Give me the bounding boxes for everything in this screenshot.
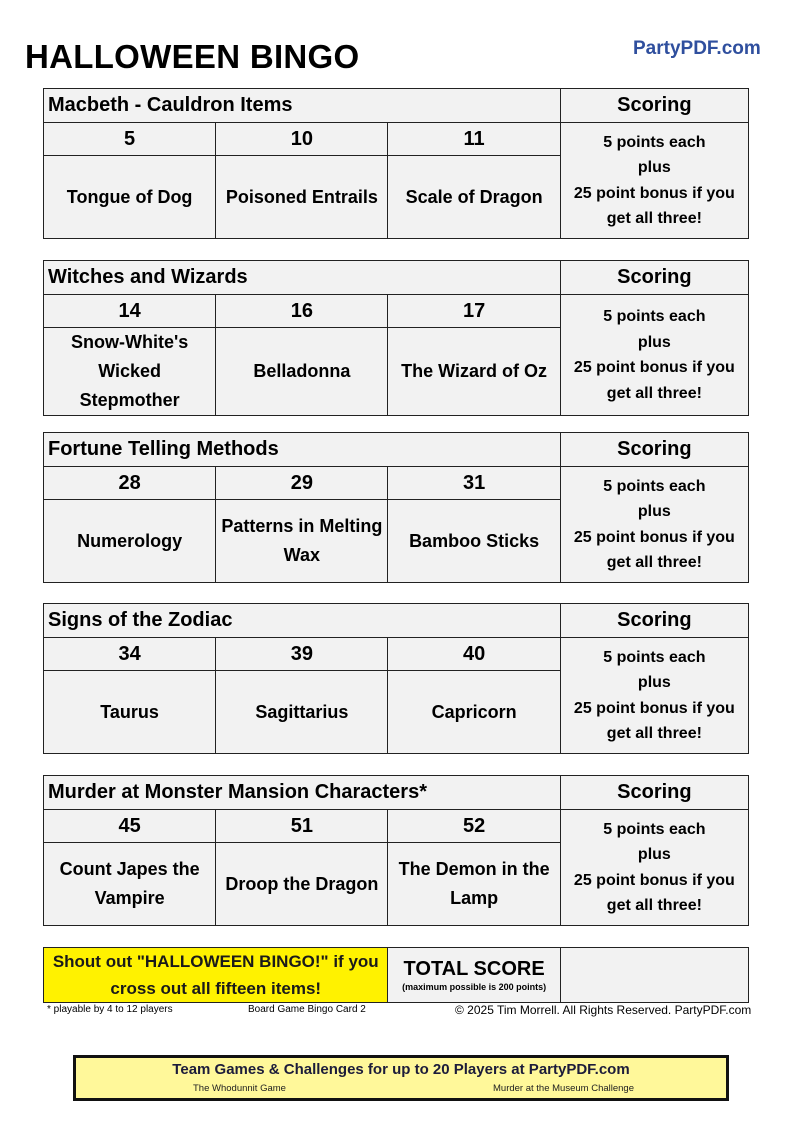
scoring-line: 5 points each [603, 477, 706, 495]
scoring-header: Scoring [560, 89, 748, 123]
bingo-section [43, 260, 749, 416]
promo-banner[interactable] [73, 1055, 729, 1101]
bingo-item-cell[interactable]: Numerology [44, 500, 216, 583]
item-number: 29 [216, 467, 388, 500]
card-name: Board Game Bingo Card 2 [248, 1004, 366, 1015]
bingo-section [43, 432, 749, 583]
total-score-field[interactable] [560, 948, 748, 1003]
item-number: 11 [388, 123, 560, 156]
scoring-line: 25 point bonus if you [573, 184, 735, 202]
promo-link-museum[interactable]: Murder at the Museum Challenge [493, 1083, 634, 1094]
item-number: 17 [388, 295, 560, 328]
item-number: 31 [388, 467, 560, 500]
scoring-line: get all three! [606, 897, 702, 914]
scoring-rules [560, 123, 748, 239]
bingo-item-cell[interactable]: Droop the Dragon [216, 843, 388, 926]
copyright: © 2025 Tim Morrell. All Rights Reserved. PartyPDF.com [455, 1003, 752, 1017]
scoring-line: plus [637, 159, 671, 176]
shout-line: Shout out "HALLOWEEN BINGO!" if you [52, 952, 379, 971]
category-title: Fortune Telling Methods [44, 433, 561, 467]
scoring-header: Scoring [560, 604, 748, 638]
shout-instruction [44, 948, 388, 1003]
total-score-row [43, 947, 749, 1003]
brand-link[interactable]: PartyPDF.com [633, 38, 761, 59]
scoring-line: plus [637, 846, 671, 863]
bingo-item-cell[interactable]: Belladonna [216, 328, 388, 416]
bingo-item-cell[interactable]: Count Japes the Vampire [44, 843, 216, 926]
scoring-line: 25 point bonus if you [573, 699, 735, 717]
item-number: 51 [216, 810, 388, 843]
scoring-line: 5 points each [603, 648, 706, 666]
category-title: Signs of the Zodiac [44, 604, 561, 638]
scoring-line: 25 point bonus if you [573, 871, 735, 889]
bingo-item-cell[interactable]: Bamboo Sticks [388, 500, 560, 583]
item-number: 5 [44, 123, 216, 156]
bingo-item-cell[interactable]: Capricorn [388, 671, 560, 754]
promo-link-whodunnit[interactable]: The Whodunnit Game [193, 1083, 286, 1094]
bingo-item-cell[interactable]: Tongue of Dog [44, 156, 216, 239]
category-title: Macbeth - Cauldron Items [44, 89, 561, 123]
total-score-label [388, 948, 560, 1003]
category-title: Murder at Monster Mansion Characters* [44, 776, 561, 810]
item-number: 39 [216, 638, 388, 671]
item-number: 16 [216, 295, 388, 328]
item-number: 34 [44, 638, 216, 671]
scoring-rules [560, 638, 748, 754]
item-number: 10 [216, 123, 388, 156]
total-score-title: TOTAL SCORE [403, 958, 545, 980]
scoring-line: get all three! [606, 384, 702, 402]
scoring-line: 5 points each [603, 820, 706, 838]
bingo-item-cell[interactable]: Snow-White's Wicked Stepmother [44, 328, 216, 416]
bingo-item-cell[interactable]: The Wizard of Oz [388, 328, 560, 416]
item-number: 28 [44, 467, 216, 500]
scoring-header: Scoring [560, 776, 748, 810]
scoring-line: 25 point bonus if you [573, 528, 735, 546]
scoring-header: Scoring [560, 433, 748, 467]
total-score-max: (maximum possible is 200 points) [402, 982, 547, 992]
scoring-rules [560, 467, 748, 583]
bingo-item-cell[interactable]: Taurus [44, 671, 216, 754]
bingo-item-cell[interactable]: The Demon in the Lamp [388, 843, 560, 926]
scoring-line: get all three! [606, 554, 702, 571]
scoring-line: plus [637, 503, 671, 520]
scoring-rules [560, 295, 748, 416]
category-title: Witches and Wizards [44, 261, 561, 295]
scoring-rules [560, 810, 748, 926]
bingo-item-cell[interactable]: Scale of Dragon [388, 156, 560, 239]
scoring-header: Scoring [560, 261, 748, 295]
bingo-item-cell[interactable]: Sagittarius [216, 671, 388, 754]
item-number: 14 [44, 295, 216, 328]
bingo-item-cell[interactable]: Poisoned Entrails [216, 156, 388, 239]
scoring-line: plus [637, 674, 671, 691]
scoring-line: get all three! [606, 725, 702, 742]
scoring-line: get all three! [606, 210, 702, 227]
item-number: 45 [44, 810, 216, 843]
scoring-line: 25 point bonus if you [573, 359, 735, 376]
bingo-section [43, 603, 749, 754]
promo-headline[interactable]: Team Games & Challenges for up to 20 Players at PartyPDF.com [172, 1061, 630, 1078]
item-number: 40 [388, 638, 560, 671]
scoring-line: 5 points each [603, 133, 706, 151]
shout-line: cross out all fifteen items! [110, 979, 322, 998]
bingo-item-cell[interactable]: Patterns in Melting Wax [216, 500, 388, 583]
item-number: 52 [388, 810, 560, 843]
bingo-section [43, 88, 749, 239]
bingo-section [43, 775, 749, 926]
players-note: * playable by 4 to 12 players [47, 1004, 173, 1015]
page-title: HALLOWEEN BINGO [25, 38, 360, 75]
scoring-line: plus [637, 333, 671, 351]
scoring-line: 5 points each [603, 308, 706, 325]
